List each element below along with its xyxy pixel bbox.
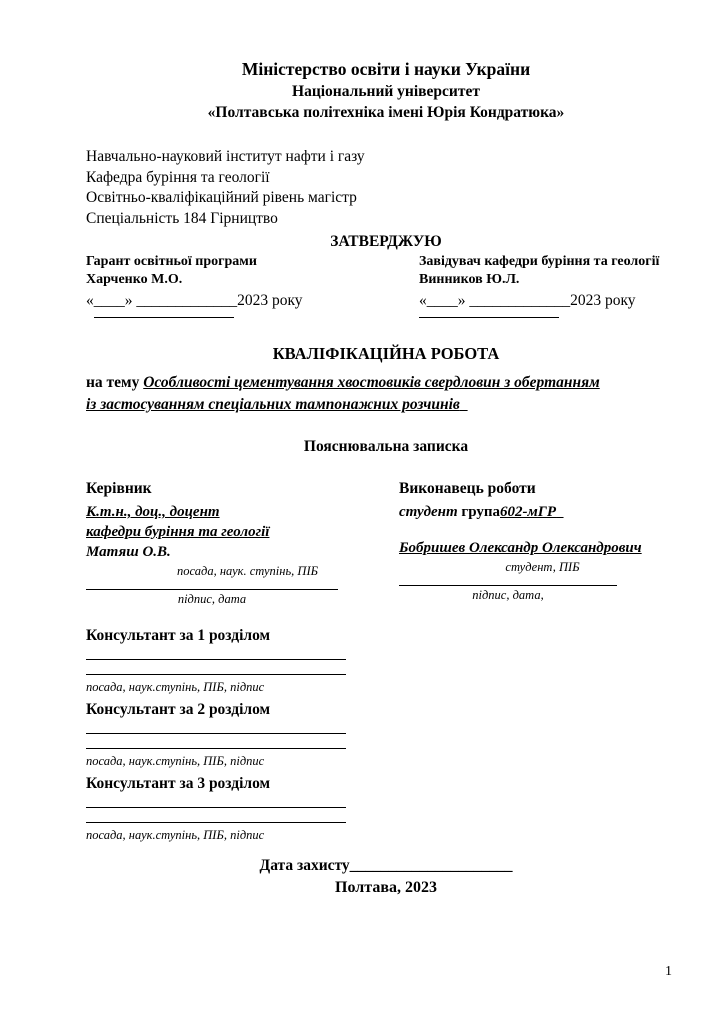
supervisor-signature-line xyxy=(86,589,338,590)
theme-block xyxy=(86,372,686,416)
theme-label: на тему xyxy=(86,374,140,391)
author-caption: студент, ПІБ xyxy=(505,560,580,574)
people-block xyxy=(86,480,686,607)
consultant-3-title: Консультант за 3 розділом xyxy=(86,775,271,792)
approval-heading: ЗАТВЕРДЖУЮ xyxy=(330,233,442,250)
approval-right-signature-line xyxy=(419,317,559,318)
supervisor-caption: посада, наук. ступінь, ПІБ xyxy=(177,564,318,578)
institute-name: Навчально-науковий інститут нафти і газу xyxy=(86,148,365,165)
defense-date-blank: _____________________ xyxy=(349,857,513,874)
theme-line-1: Особливості цементування хвостовиків свердловин з обертанням xyxy=(143,374,600,391)
author-role: студент xyxy=(399,504,458,520)
document-content xyxy=(86,58,686,897)
city-year: Полтава, 2023 xyxy=(335,879,437,896)
university-line-2: «Полтавська політехніка імені Юрія Кондратюка» xyxy=(207,104,565,121)
consultant-3-line-2 xyxy=(86,822,346,823)
consultant-1-line-2 xyxy=(86,674,346,675)
approval-right-date: «____» _____________2023 року xyxy=(419,292,636,309)
author-signature-caption: підпис, дата, xyxy=(472,588,544,602)
author-group-label: група xyxy=(461,504,501,520)
document-header xyxy=(86,58,686,123)
consultant-2-line-2 xyxy=(86,748,346,749)
degree-level: Освітньо-кваліфікаційний рівень магістр xyxy=(86,189,357,206)
consultant-2-line-1 xyxy=(86,733,346,734)
consultant-1-block xyxy=(86,627,686,695)
author-name: Бобришев Олександр Олександрович xyxy=(399,540,642,556)
approval-left-role: Гарант освітньої програми xyxy=(86,254,257,269)
university-line-1: Національний університет xyxy=(292,83,480,100)
department-name: Кафедра буріння та геології xyxy=(86,168,270,186)
supervisor-department: кафедри буріння та геології xyxy=(86,524,270,540)
approval-block xyxy=(86,253,686,311)
approval-left-name: Харченко М.О. xyxy=(86,272,183,287)
consultant-2-block xyxy=(86,701,686,769)
consultant-2-caption: посада, наук.ступінь, ПІБ, підпис xyxy=(86,754,265,768)
ministry-title: Міністерство освіти і науки України xyxy=(241,59,531,79)
consultant-2-title: Консультант за 2 розділом xyxy=(86,701,271,718)
defense-date-row xyxy=(86,857,686,875)
institution-block xyxy=(86,147,686,229)
approval-left-date: «____» _____________2023 року xyxy=(86,292,303,309)
consultant-3-line-1 xyxy=(86,807,346,808)
page-number: 1 xyxy=(665,964,672,979)
consultant-1-line-1 xyxy=(86,659,346,660)
author-column xyxy=(399,480,686,607)
consultant-1-title: Консультант за 1 розділом xyxy=(86,627,271,644)
approval-right-role: Завідувач кафедри буріння та геології xyxy=(419,254,660,269)
author-signature-line xyxy=(399,585,617,586)
explanatory-note-label: Пояснювальна записка xyxy=(303,438,469,455)
supervisor-signature-caption: підпис, дата xyxy=(177,592,247,606)
supervisor-heading: Керівник xyxy=(86,480,152,497)
supervisor-name: Матяш О.В. xyxy=(86,544,171,560)
approval-right-name: Винников Ю.Л. xyxy=(419,272,520,287)
author-group: 602-мГР xyxy=(500,504,557,520)
approval-left-signature-line xyxy=(94,317,234,318)
work-title: КВАЛІФІКАЦІЙНА РОБОТА xyxy=(272,344,500,363)
defense-date-label: Дата захисту xyxy=(259,857,350,874)
supervisor-column xyxy=(86,480,399,607)
approval-signature-lines xyxy=(86,317,686,318)
specialty: Спеціальність 184 Гірництво xyxy=(86,209,278,227)
consultant-1-caption: посада, наук.ступінь, ПІБ, підпис xyxy=(86,680,265,694)
consultant-3-caption: посада, наук.ступінь, ПІБ, підпис xyxy=(86,828,265,842)
supervisor-position: К.т.н., доц., доцент xyxy=(86,504,220,520)
consultant-3-block xyxy=(86,775,686,843)
author-heading: Виконавець роботи xyxy=(399,480,536,497)
theme-line-2: із застосуванням спеціальних тампонажних розчинів xyxy=(86,396,460,413)
